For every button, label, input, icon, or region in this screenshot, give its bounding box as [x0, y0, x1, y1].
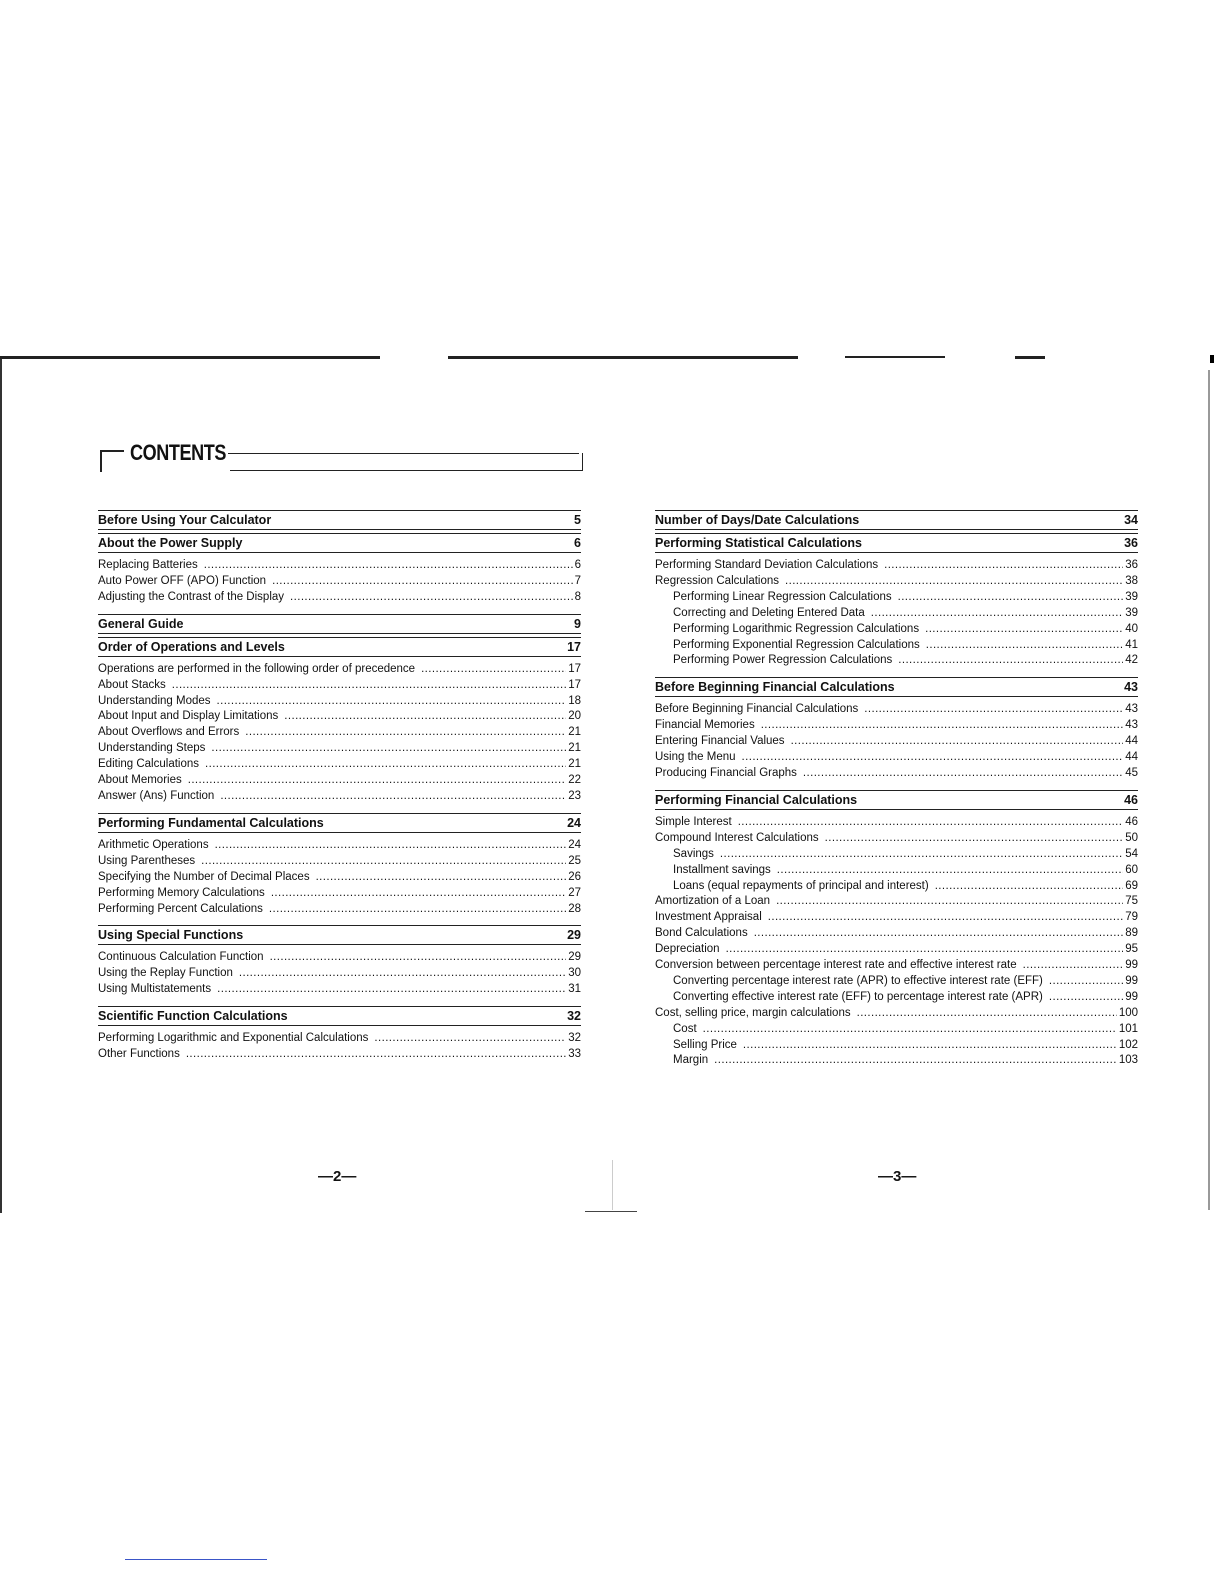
scan-top-border — [845, 356, 945, 358]
toc-entry-page: 43 — [1125, 719, 1138, 732]
toc-section-page: 36 — [1124, 536, 1138, 550]
toc-entry[interactable] — [655, 1053, 1138, 1069]
toc-entry-label: Using the Replay Function — [98, 967, 233, 980]
toc-entry-page: 26 — [568, 870, 581, 883]
toc-entry[interactable] — [98, 902, 581, 918]
toc-entry-label: Performing Linear Regression Calculations — [673, 590, 892, 603]
toc-entry[interactable] — [655, 990, 1138, 1006]
toc-entry[interactable] — [655, 574, 1138, 590]
toc-dot-leader — [925, 622, 1123, 638]
toc-entry-group — [98, 833, 581, 924]
toc-entry-group — [98, 945, 581, 1004]
toc-dot-leader — [871, 606, 1123, 622]
toc-section-title: General Guide — [98, 616, 184, 631]
toc-entry-page: 7 — [574, 574, 581, 587]
toc-entry[interactable] — [98, 966, 581, 982]
toc-entry-page: 79 — [1125, 911, 1138, 924]
toc-dot-leader — [803, 766, 1123, 782]
toc-section-page: 43 — [1124, 680, 1138, 695]
toc-entry-page: 99 — [1125, 959, 1138, 972]
toc-entry-group — [98, 657, 581, 811]
toc-entry-page: 36 — [1125, 559, 1138, 571]
toc-entry[interactable] — [655, 831, 1138, 847]
toc-section — [98, 637, 581, 657]
toc-section-title: Performing Statistical Calculations — [655, 536, 862, 550]
toc-entry-label: About Overflows and Errors — [98, 726, 240, 739]
toc-entry-page: 42 — [1125, 654, 1138, 667]
toc-entry[interactable] — [98, 741, 581, 757]
toc-entry[interactable] — [98, 558, 581, 574]
toc-entry-label: Bond Calculations — [655, 927, 748, 940]
toc-dot-leader — [269, 902, 566, 918]
toc-entry-page: 21 — [568, 726, 581, 739]
toc-entry-page: 95 — [1125, 943, 1138, 956]
right-page-edge — [1208, 370, 1210, 1210]
toc-entry[interactable] — [655, 622, 1138, 638]
toc-entry[interactable] — [98, 590, 581, 606]
toc-entry-label: Savings — [673, 847, 714, 860]
toc-entry-label: Using Multistatements — [98, 983, 212, 996]
toc-dot-leader — [272, 574, 573, 590]
toc-entry-page: 41 — [1125, 638, 1138, 651]
toc-entry-page: 50 — [1125, 831, 1138, 844]
toc-left-column — [98, 508, 581, 1069]
toc-dot-leader — [703, 1022, 1117, 1038]
toc-entry-page: 44 — [1125, 751, 1138, 764]
toc-section-title: Before Using Your Calculator — [98, 513, 272, 527]
toc-entry-label: About Memories — [98, 774, 182, 787]
toc-section-row[interactable] — [98, 511, 581, 529]
toc-entry-label: Replacing Batteries — [98, 559, 198, 571]
toc-right-column — [655, 508, 1138, 1075]
toc-entry-label: Specifying the Number of Decimal Places — [98, 870, 310, 883]
toc-entry[interactable] — [98, 574, 581, 590]
toc-section-page: 46 — [1124, 792, 1138, 807]
toc-entry[interactable] — [98, 870, 581, 886]
toc-entry[interactable] — [98, 854, 581, 870]
toc-section-title: Before Beginning Financial Calculations — [655, 680, 895, 695]
toc-entry[interactable] — [655, 958, 1138, 974]
toc-entry-page: 40 — [1125, 622, 1138, 635]
toc-dot-leader — [217, 982, 566, 998]
toc-dot-leader — [935, 879, 1124, 895]
toc-dot-leader — [714, 1053, 1117, 1069]
toc-entry-page: 75 — [1125, 895, 1138, 908]
scan-top-border — [448, 356, 798, 359]
toc-entry-label: Installment savings — [673, 863, 771, 876]
toc-dot-leader — [1049, 990, 1123, 1006]
toc-dot-leader — [211, 741, 566, 757]
toc-entry[interactable] — [655, 558, 1138, 574]
toc-dot-leader — [215, 838, 567, 854]
toc-section-page: 32 — [567, 1009, 581, 1024]
toc-entry-page: 89 — [1125, 927, 1138, 940]
toc-entry-page: 23 — [568, 789, 581, 802]
toc-entry-label: Converting effective interest rate (EFF) to percentage interest rate (APR) — [673, 990, 1043, 1003]
toc-dot-leader — [720, 847, 1123, 863]
toc-entry[interactable] — [98, 757, 581, 773]
toc-entry[interactable] — [655, 638, 1138, 654]
toc-section — [655, 790, 1138, 810]
toc-entry[interactable] — [98, 838, 581, 854]
toc-entry-label: Performing Power Regression Calculations — [673, 654, 893, 667]
toc-entry[interactable] — [655, 910, 1138, 926]
toc-entry[interactable] — [655, 750, 1138, 766]
toc-section-page: 34 — [1124, 513, 1138, 527]
toc-entry-label: About Stacks — [98, 678, 166, 691]
toc-entry[interactable] — [655, 606, 1138, 622]
toc-entry-label: Producing Financial Graphs — [655, 766, 797, 779]
toc-entry-label: Using Parentheses — [98, 854, 196, 867]
toc-entry-page: 22 — [568, 774, 581, 787]
toc-dot-leader — [186, 1047, 566, 1063]
toc-entry[interactable] — [655, 734, 1138, 750]
toc-entry-page: 17 — [568, 678, 581, 691]
toc-dot-leader — [825, 831, 1124, 847]
toc-entry-page: 46 — [1125, 815, 1138, 828]
toc-entry[interactable] — [98, 773, 581, 789]
toc-section-row[interactable] — [655, 678, 1138, 696]
toc-dot-leader — [857, 1006, 1117, 1022]
toc-section — [98, 533, 581, 553]
toc-entry-page: 31 — [568, 983, 581, 996]
toc-entry-label: Cost, selling price, margin calculations — [655, 1006, 851, 1019]
toc-entry-page: 39 — [1125, 606, 1138, 619]
toc-dot-leader — [284, 709, 566, 725]
header-bracket — [100, 450, 124, 472]
toc-entry-page: 39 — [1125, 590, 1138, 603]
toc-section-title: Order of Operations and Levels — [98, 639, 285, 654]
toc-section-page: 17 — [567, 639, 581, 654]
toc-section-row[interactable] — [98, 814, 581, 832]
toc-entry-page: 54 — [1125, 847, 1138, 860]
toc-section — [98, 510, 581, 530]
toc-section-page: 6 — [574, 536, 581, 550]
toc-section-row[interactable] — [98, 638, 581, 656]
toc-dot-leader — [220, 789, 566, 805]
toc-section — [655, 677, 1138, 697]
toc-entry[interactable] — [655, 766, 1138, 782]
toc-section-row[interactable] — [98, 615, 581, 633]
toc-entry-label: Understanding Steps — [98, 742, 206, 755]
toc-entry-page: 21 — [568, 742, 581, 755]
toc-dot-leader — [726, 942, 1124, 958]
toc-dot-leader — [271, 886, 566, 902]
toc-entry[interactable] — [98, 1031, 581, 1047]
scan-bottom-mark — [585, 1211, 637, 1212]
toc-dot-leader — [201, 854, 566, 870]
toc-dot-leader — [245, 725, 566, 741]
toc-dot-leader — [172, 678, 566, 694]
toc-section — [655, 533, 1138, 553]
toc-entry-label: Performing Percent Calculations — [98, 902, 263, 915]
toc-section — [98, 925, 581, 945]
toc-entry-page: 33 — [568, 1048, 581, 1061]
toc-entry-page: 20 — [568, 710, 581, 723]
toc-entry-page: 45 — [1125, 766, 1138, 779]
page-number-right: —3— — [878, 1168, 917, 1185]
toc-dot-leader — [1049, 974, 1123, 990]
toc-entry-page: 29 — [568, 951, 581, 964]
toc-entry-page: 24 — [568, 838, 581, 851]
page-number-left: —2— — [318, 1168, 357, 1185]
toc-dot-leader — [754, 926, 1124, 942]
toc-entry[interactable] — [655, 815, 1138, 831]
toc-section-title: Using Special Functions — [98, 928, 244, 943]
page-title: CONTENTS — [130, 440, 226, 465]
toc-dot-leader — [270, 950, 567, 966]
toc-entry[interactable] — [655, 1006, 1138, 1022]
toc-entry[interactable] — [98, 789, 581, 805]
toc-entry-label: Arithmetic Operations — [98, 838, 209, 851]
toc-section-page: 5 — [574, 513, 581, 527]
toc-dot-leader — [743, 1038, 1117, 1054]
toc-entry[interactable] — [655, 847, 1138, 863]
toc-section-row[interactable] — [98, 534, 581, 552]
toc-entry-group — [98, 1026, 581, 1069]
toc-entry-page: 60 — [1125, 863, 1138, 876]
toc-entry-page: 32 — [568, 1032, 581, 1045]
toc-entry-label: Amortization of a Loan — [655, 895, 771, 908]
toc-section-title: Number of Days/Date Calculations — [655, 513, 860, 527]
toc-entry-page: 25 — [568, 854, 581, 867]
toc-entry-label: Performing Memory Calculations — [98, 886, 265, 899]
toc-entry-page: 6 — [574, 559, 581, 571]
header-box — [230, 453, 583, 471]
toc-dot-leader — [290, 590, 573, 606]
toc-entry-page: 69 — [1125, 879, 1138, 892]
toc-entry[interactable] — [655, 942, 1138, 958]
toc-dot-leader — [898, 653, 1123, 669]
toc-entry[interactable] — [98, 950, 581, 966]
toc-dot-leader — [738, 815, 1124, 831]
toc-entry-label: Adjusting the Contrast of the Display — [98, 590, 285, 603]
toc-dot-leader — [761, 718, 1124, 734]
scan-top-border — [1015, 356, 1045, 359]
toc-entry-label: Cost — [673, 1022, 697, 1035]
toc-entry-label: Auto Power OFF (APO) Function — [98, 574, 267, 587]
toc-entry-label: Simple Interest — [655, 815, 732, 828]
toc-dot-leader — [898, 590, 1124, 606]
toc-dot-leader — [785, 574, 1123, 590]
toc-section-title: About the Power Supply — [98, 536, 243, 550]
toc-entry-label: Performing Exponential Regression Calculations — [673, 638, 920, 651]
toc-entry-label: Using the Menu — [655, 751, 736, 764]
toc-entry-page: 17 — [568, 662, 581, 675]
toc-dot-leader — [864, 702, 1123, 718]
toc-entry-label: Before Beginning Financial Calculations — [655, 703, 859, 716]
toc-section-row[interactable] — [98, 926, 581, 944]
toc-entry-page: 30 — [568, 967, 581, 980]
toc-section-page: 29 — [567, 928, 581, 943]
toc-section-row[interactable] — [98, 1007, 581, 1025]
toc-entry-page: 100 — [1118, 1006, 1138, 1019]
toc-entry-group — [655, 553, 1138, 675]
toc-entry[interactable] — [655, 702, 1138, 718]
toc-dot-leader — [884, 558, 1123, 574]
toc-entry-page: 28 — [568, 902, 581, 915]
toc-section-title: Performing Fundamental Calculations — [98, 815, 324, 830]
toc-entry[interactable] — [98, 1047, 581, 1063]
toc-entry-label: Compound Interest Calculations — [655, 831, 819, 844]
toc-entry-label: Converting percentage interest rate (APR) to effective interest rate (EFF) — [673, 974, 1043, 987]
toc-entry-page: 21 — [568, 758, 581, 771]
toc-dot-leader — [421, 662, 566, 678]
toc-dot-leader — [316, 870, 567, 886]
toc-section-page: 9 — [574, 616, 581, 631]
toc-entry-page: 38 — [1125, 574, 1138, 587]
toc-entry-page: 101 — [1118, 1022, 1138, 1035]
contents-header — [100, 440, 585, 474]
toc-dot-leader — [777, 863, 1123, 879]
toc-entry-page: 18 — [568, 694, 581, 707]
toc-dot-leader — [204, 558, 573, 574]
toc-entry[interactable] — [655, 863, 1138, 879]
toc-entry[interactable] — [98, 725, 581, 741]
toc-entry-label: Financial Memories — [655, 719, 755, 732]
scan-top-border — [0, 356, 380, 359]
toc-entry-label: Loans (equal repayments of principal and interest) — [673, 879, 929, 892]
toc-entry[interactable] — [98, 886, 581, 902]
toc-entry[interactable] — [655, 718, 1138, 734]
toc-section-page: 24 — [567, 815, 581, 830]
toc-dot-leader — [791, 734, 1124, 750]
toc-entry-label: Other Functions — [98, 1048, 180, 1061]
toc-entry[interactable] — [655, 1038, 1138, 1054]
toc-entry[interactable] — [98, 982, 581, 998]
toc-section-row[interactable] — [655, 534, 1138, 552]
toc-entry-label: Correcting and Deleting Entered Data — [673, 606, 865, 619]
toc-entry-label: Depreciation — [655, 943, 720, 956]
toc-entry-label: Investment Appraisal — [655, 911, 762, 924]
toc-entry-group — [655, 810, 1138, 1076]
toc-section-row[interactable] — [655, 511, 1138, 529]
toc-entry[interactable] — [98, 678, 581, 694]
toc-section-title: Performing Financial Calculations — [655, 792, 858, 807]
toc-entry-label: Performing Standard Deviation Calculations — [655, 559, 879, 571]
toc-entry-label: Margin — [673, 1054, 709, 1067]
toc-entry[interactable] — [655, 590, 1138, 606]
toc-entry-label: Editing Calculations — [98, 758, 200, 771]
toc-entry-label: Selling Price — [673, 1038, 737, 1051]
toc-entry-page: 8 — [574, 590, 581, 603]
toc-dot-leader — [239, 966, 566, 982]
toc-section-title: Scientific Function Calculations — [98, 1009, 288, 1024]
toc-section — [98, 813, 581, 833]
toc-entry-label: Answer (Ans) Function — [98, 789, 215, 802]
toc-entry[interactable] — [655, 1022, 1138, 1038]
toc-entry-page: 44 — [1125, 735, 1138, 748]
toc-entry-label: Entering Financial Values — [655, 735, 785, 748]
left-page-edge — [0, 358, 2, 1213]
toc-entry-label: About Input and Display Limitations — [98, 710, 279, 723]
toc-entry[interactable] — [98, 709, 581, 725]
center-fold — [612, 1160, 613, 1210]
toc-dot-leader — [1023, 958, 1124, 974]
toc-entry-page: 43 — [1125, 703, 1138, 716]
toc-section-row[interactable] — [655, 791, 1138, 809]
toc-entry-page: 102 — [1118, 1038, 1138, 1051]
toc-entry-label: Regression Calculations — [655, 574, 780, 587]
toc-entry[interactable] — [655, 879, 1138, 895]
toc-entry-label: Operations are performed in the following order of precedence — [98, 662, 416, 675]
toc-dot-leader — [188, 773, 566, 789]
scan-blue-mark — [125, 1559, 267, 1560]
toc-entry-page: 99 — [1125, 990, 1138, 1003]
toc-entry[interactable] — [655, 926, 1138, 942]
toc-entry[interactable] — [655, 894, 1138, 910]
toc-section — [98, 1006, 581, 1026]
toc-entry-group — [655, 697, 1138, 788]
toc-entry[interactable] — [655, 653, 1138, 669]
toc-dot-leader — [776, 894, 1123, 910]
toc-dot-leader — [217, 694, 567, 710]
toc-dot-leader — [926, 638, 1123, 654]
toc-entry-page: 27 — [568, 886, 581, 899]
toc-entry[interactable] — [98, 662, 581, 678]
toc-entry[interactable] — [655, 974, 1138, 990]
toc-entry-label: Understanding Modes — [98, 694, 211, 707]
toc-entry-group — [98, 553, 581, 612]
toc-entry-label: Continuous Calculation Function — [98, 951, 264, 964]
toc-dot-leader — [742, 750, 1124, 766]
toc-entry-page: 99 — [1125, 974, 1138, 987]
toc-dot-leader — [768, 910, 1123, 926]
toc-dot-leader — [374, 1031, 566, 1047]
toc-entry-label: Performing Logarithmic Regression Calculations — [673, 622, 920, 635]
toc-entry-label: Conversion between percentage interest rate and effective interest rate — [655, 959, 1017, 972]
toc-section — [655, 510, 1138, 530]
scan-corner-mark — [1210, 355, 1214, 363]
toc-section — [98, 614, 581, 634]
toc-entry-label: Performing Logarithmic and Exponential Calculations — [98, 1032, 369, 1045]
toc-dot-leader — [205, 757, 566, 773]
toc-entry[interactable] — [98, 694, 581, 710]
toc-entry-page: 103 — [1118, 1054, 1138, 1067]
